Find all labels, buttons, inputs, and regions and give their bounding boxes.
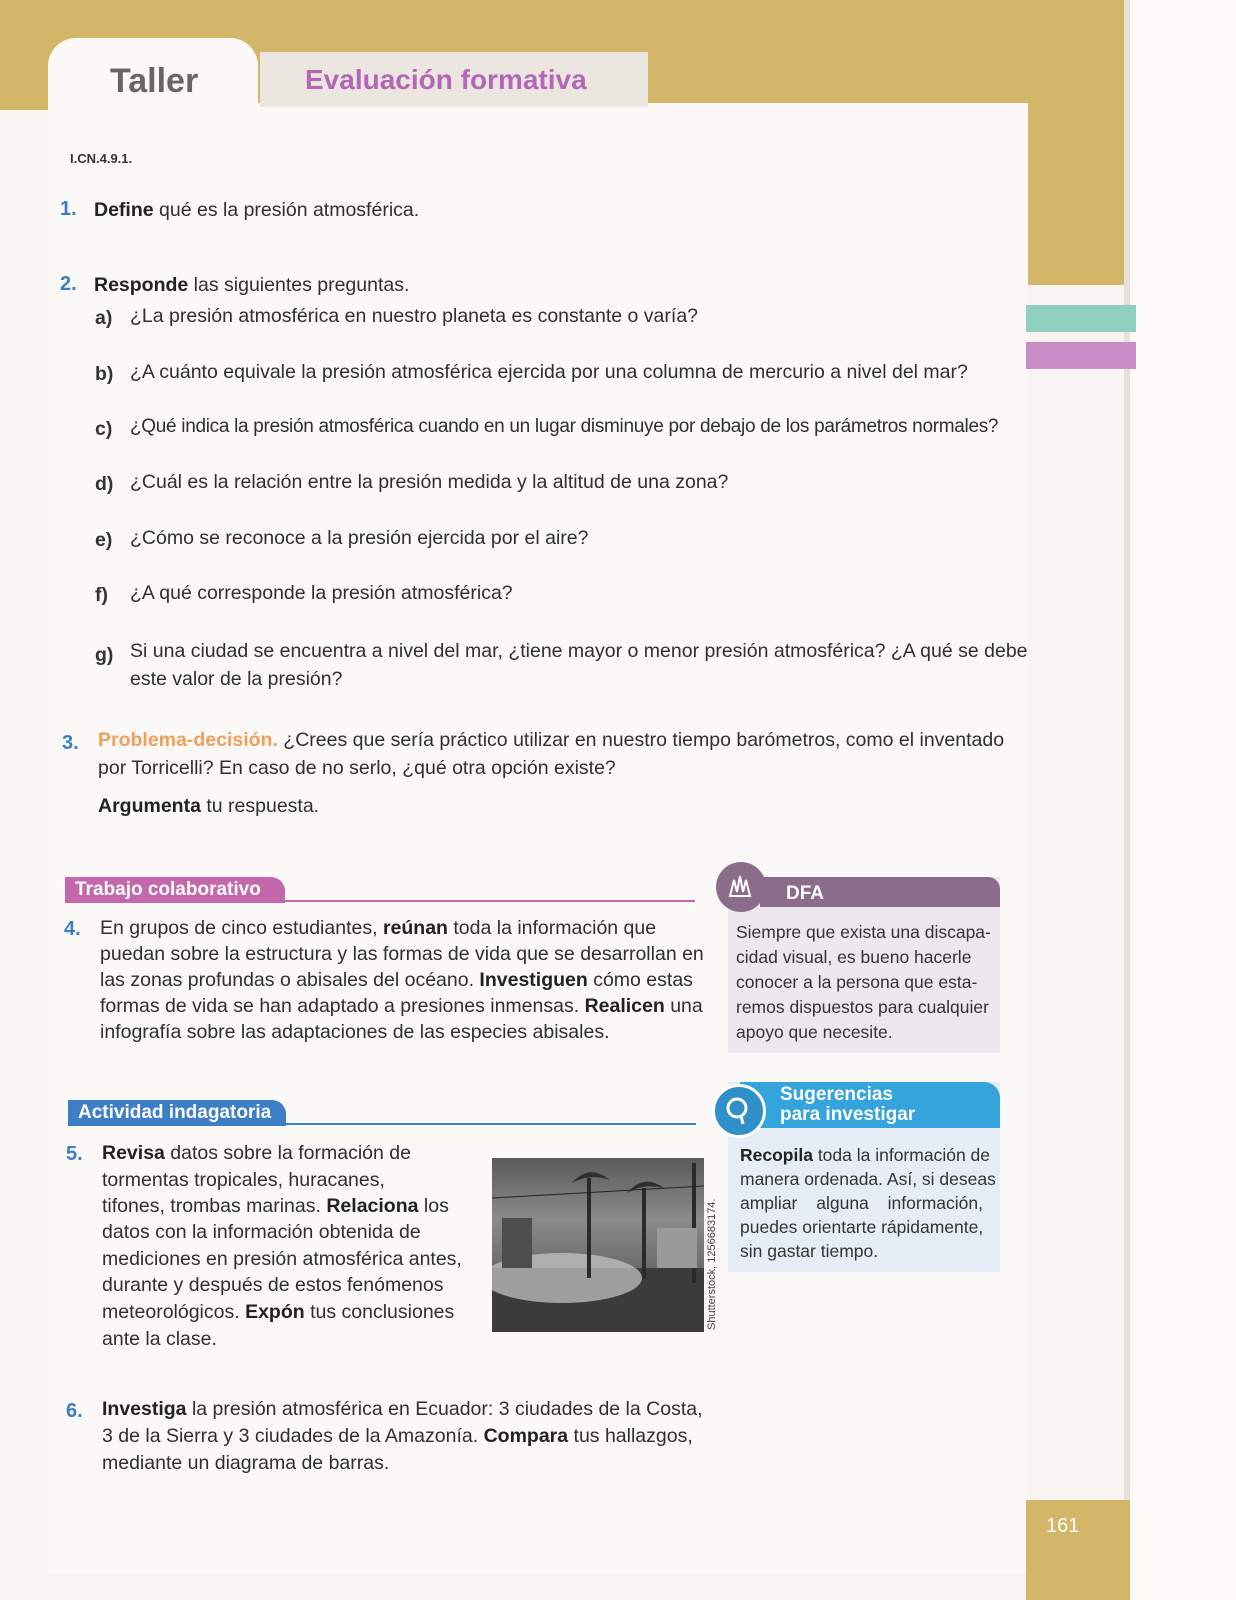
q3-line2: por Torricelli? En caso de no serlo, ¿qué otra opción existe? xyxy=(98,757,616,779)
q4-line1-a: En grupos de cinco estudiantes, xyxy=(100,917,383,939)
q3-rest: tu respuesta. xyxy=(200,795,320,817)
q3-line1 xyxy=(98,727,1004,753)
q6-line1-text: la presión atmosférica en Ecuador: 3 ciudades de la Costa, xyxy=(186,1398,703,1420)
suggest-line-3: ampliar alguna información, xyxy=(740,1193,983,1213)
q3-argument xyxy=(98,793,319,819)
q4-keyword-1: reúnan xyxy=(382,917,448,939)
q3-line1-text: ¿Crees que sería práctico utilizar en nuestro tiempo barómetros, como el inventado xyxy=(277,729,1005,751)
q4-line4-a: formas de vida se han adaptado a presiones inmensas. xyxy=(100,995,585,1017)
q2-keyword: Responde xyxy=(94,274,189,296)
q4-line4-b: una xyxy=(664,995,703,1017)
indicator-code: I.CN.4.9.1. xyxy=(70,151,133,166)
suggest-title-1: Sugerencias xyxy=(780,1084,893,1105)
q5-line3-b: los xyxy=(418,1195,449,1217)
collab-rule xyxy=(285,900,695,902)
taller-label: Taller xyxy=(110,62,199,100)
q6-line1 xyxy=(102,1396,703,1422)
suggest-title-2: para investigar xyxy=(780,1104,916,1125)
q5-keyword-1: Revisa xyxy=(102,1142,165,1164)
dfa-line-3: conocer a la persona que esta- xyxy=(736,972,978,992)
q6-line2-a: 3 de la Sierra y 3 ciudades de la Amazonía. xyxy=(102,1425,484,1447)
dfa-line-5: apoyo que necesite. xyxy=(736,1022,893,1042)
q5-line7-b: tus conclusiones xyxy=(304,1301,455,1323)
q4-line5: infografía sobre las adaptaciones de las especies abisales. xyxy=(100,1021,610,1043)
q2d-letter: d) xyxy=(95,473,114,495)
q3-label: Problema-decisión. xyxy=(98,729,278,751)
q1-text xyxy=(94,197,419,223)
q5-line2: tormentas tropicales, huracanes, xyxy=(102,1169,385,1191)
q4-line3-b: cómo estas xyxy=(587,969,693,991)
index-tab-pink xyxy=(1026,342,1136,369)
q6-number: 6. xyxy=(66,1400,83,1422)
q2d-text: ¿Cuál es la relación entre la presión medida y la altitud de una zona? xyxy=(130,471,729,493)
q2g-text: Si una ciudad se encuentra a nivel del mar, ¿tiene mayor o menor presión atmosférica? ¿A qué se debe xyxy=(130,640,1028,662)
q1-rest: qué es la presión atmosférica. xyxy=(153,199,420,221)
q5-keyword-2: Relaciona xyxy=(326,1195,419,1217)
suggest-line-4: puedes orientarte rápidamente, xyxy=(740,1217,984,1237)
q6-line2 xyxy=(102,1423,693,1449)
q6-line2-b: tus hallazgos, xyxy=(568,1425,693,1447)
q5-line8: ante la clase. xyxy=(102,1328,217,1350)
q4-keyword-2: Investiguen xyxy=(479,969,588,991)
dfa-title: DFA xyxy=(786,883,824,904)
q2f-text: ¿A qué corresponde la presión atmosférica? xyxy=(130,582,513,604)
q2e-text: ¿Cómo se reconoce a la presión ejercida por el aire? xyxy=(130,527,589,549)
suggest-line-1 xyxy=(740,1143,990,1168)
q5-line7 xyxy=(102,1299,454,1325)
inquiry-rule xyxy=(286,1123,696,1125)
q5-line1 xyxy=(102,1140,411,1166)
q2-rest: las siguientes preguntas. xyxy=(188,274,410,296)
q2-number: 2. xyxy=(60,273,77,295)
q2a-text: ¿La presión atmosférica en nuestro planeta es constante o varía? xyxy=(130,305,699,327)
suggest-line-5: sin gastar tiempo. xyxy=(740,1241,879,1261)
q4-line4 xyxy=(100,993,703,1019)
suggest-line-1-text: toda la información de xyxy=(812,1145,991,1165)
q6-line3: mediante un diagrama de barras. xyxy=(102,1452,390,1474)
q5-line4: datos con la información obtenida de xyxy=(102,1221,421,1243)
q2e-letter: e) xyxy=(95,529,113,551)
q2g-letter: g) xyxy=(95,644,114,666)
q6-keyword-2: Compara xyxy=(483,1425,569,1447)
q2-text xyxy=(94,272,409,298)
dfa-hands-icon xyxy=(716,862,766,912)
dfa-line-4: remos dispuestos para cualquier xyxy=(736,997,989,1017)
q2b-letter: b) xyxy=(95,363,114,385)
dfa-line-2: cidad visual, es bueno hacerle xyxy=(736,947,972,967)
q4-line2: puedan sobre la estructura y las formas de vida que se desarrollan en xyxy=(100,943,704,965)
photo-credit: Shutterstock, 1256683174. xyxy=(706,1198,718,1330)
q5-line6: durante y después de estos fenómenos xyxy=(102,1274,444,1296)
q2g-text-cont: este valor de la presión? xyxy=(130,668,343,690)
suggest-line-2: manera ordenada. Así, si deseas xyxy=(740,1169,996,1189)
q3-keyword: Argumenta xyxy=(98,795,201,817)
q4-line1-b: toda la información que xyxy=(447,917,657,939)
q2f-letter: f) xyxy=(95,584,108,606)
q1-number: 1. xyxy=(60,198,77,220)
section-title: Evaluación formativa xyxy=(305,64,587,95)
page-edge xyxy=(1130,0,1236,1600)
suggest-keyword: Recopila xyxy=(740,1145,813,1165)
index-tab-green xyxy=(1026,305,1136,332)
hurricane-photo xyxy=(492,1158,704,1332)
q1-keyword: Define xyxy=(94,199,154,221)
q5-line5: mediciones en presión atmosférica antes, xyxy=(102,1248,462,1270)
q5-line7-a: meteorológicos. xyxy=(102,1301,246,1323)
q6-keyword-1: Investiga xyxy=(102,1398,187,1420)
q5-line1-text: datos sobre la formación de xyxy=(164,1142,411,1164)
page-number: 161 xyxy=(1046,1515,1080,1537)
q4-keyword-3: Realicen xyxy=(584,995,665,1017)
collab-heading: Trabajo colaborativo xyxy=(65,877,285,903)
q5-line3 xyxy=(102,1193,449,1219)
q4-line1 xyxy=(100,915,656,941)
q4-line3-a: las zonas profundas o abisales del océano. xyxy=(100,969,480,991)
inquiry-heading: Actividad indagatoria xyxy=(68,1100,286,1126)
q3-number: 3. xyxy=(62,732,79,754)
q4-number: 4. xyxy=(64,918,81,940)
q2a-letter: a) xyxy=(95,307,113,329)
magnifier-icon xyxy=(712,1084,766,1138)
q2c-text: ¿Qué indica la presión atmosférica cuando en un lugar disminuye por debajo de los parámetros normales? xyxy=(130,416,999,437)
q2c-letter: c) xyxy=(95,418,113,440)
dfa-line-1: Siempre que exista una discapa- xyxy=(736,922,991,942)
q2b-text: ¿A cuánto equivale la presión atmosférica ejercida por una columna de mercurio a nivel del mar? xyxy=(130,361,968,383)
q5-keyword-3: Expón xyxy=(245,1301,305,1323)
q5-number: 5. xyxy=(66,1143,83,1165)
q5-line3-a: tifones, trombas marinas. xyxy=(102,1195,327,1217)
q4-line3 xyxy=(100,967,693,993)
